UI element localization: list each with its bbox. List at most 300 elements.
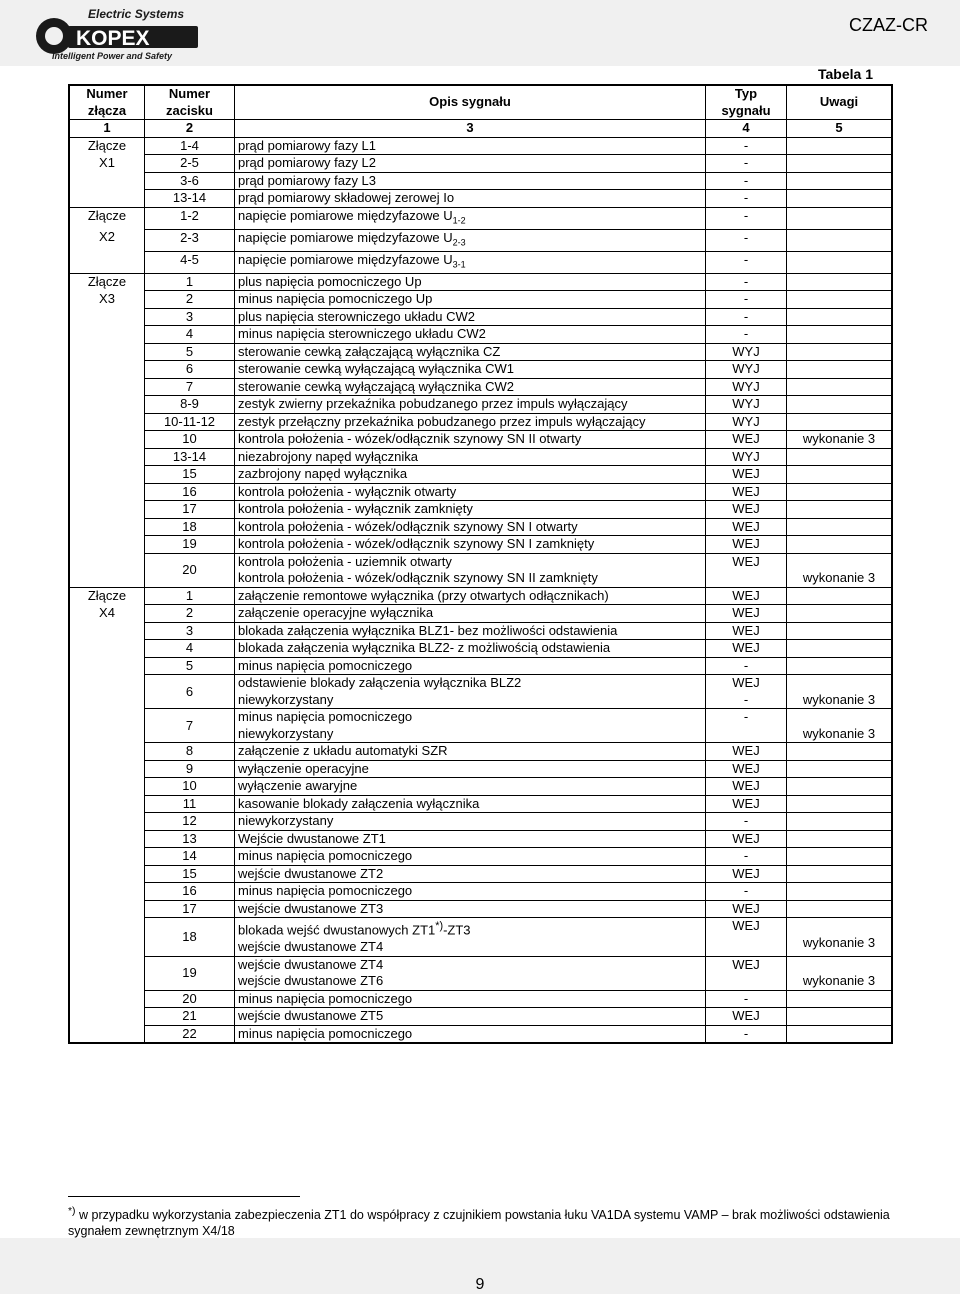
terminal-cell: 20: [145, 990, 235, 1008]
description-text: prąd pomiarowy fazy L2: [238, 155, 377, 170]
table-row: [69, 990, 892, 1008]
footnote-text: w przypadku wykorzystania zabezpieczenia ZT1 do współpracy z czujnikiem powstania łuku VA1DA systemu VAMP – brak możliwości odstawienia sygnałem zewnętrznym X4/18: [68, 1208, 890, 1239]
description-cell: [235, 830, 706, 848]
description-text: minus napięcia pomocniczego: [238, 1025, 413, 1041]
connector-cell: [69, 657, 145, 675]
description-cell: [235, 883, 706, 901]
remarks-cell: [787, 536, 893, 554]
description-text: minus napięcia pomocniczego Up: [238, 291, 433, 307]
description-text: załączenie z układu automatyki SZR: [238, 743, 448, 759]
connector-cell: Złącze: [69, 207, 145, 229]
table-row: [69, 900, 892, 918]
signal-type-line: WEJ: [732, 918, 760, 934]
table-row: [69, 536, 892, 554]
terminal-cell: 3: [145, 308, 235, 326]
description-cell: [235, 1025, 706, 1043]
connector-cell: [69, 865, 145, 883]
description-text: minus napięcia pomocniczego: [238, 883, 413, 899]
signal-type-cell: WEJ: [706, 778, 787, 796]
description-text: sterowanie cewką wyłączającą wyłącznika CW1: [238, 361, 514, 377]
table-row: [69, 483, 892, 501]
table-row: [69, 830, 892, 848]
remarks-cell: [787, 657, 893, 675]
terminal-cell: 18: [145, 918, 235, 956]
subscript: 1-2: [452, 215, 466, 226]
terminal-cell: 15: [145, 466, 235, 484]
header-cell: Numer zacisku: [145, 85, 235, 120]
terminal-cell: 8-9: [145, 396, 235, 414]
connector-cell: [69, 518, 145, 536]
remarks-cell: [787, 709, 893, 743]
description-text: załączenie remontowe wyłącznika (przy otwartych odłącznikach): [238, 587, 609, 603]
connector-cell: [69, 918, 145, 956]
table-row: [69, 743, 892, 761]
table-row: [69, 172, 892, 190]
connector-cell: X1: [69, 155, 145, 173]
signal-type-cell: WYJ: [706, 448, 787, 466]
terminal-cell: 1-4: [145, 137, 235, 155]
terminal-cell: 1: [145, 587, 235, 605]
description-text: kontrola położenia - wyłącznik otwarty: [238, 483, 457, 499]
remarks-line: [790, 554, 888, 571]
connector-cell: [69, 1025, 145, 1043]
terminal-cell: 13: [145, 830, 235, 848]
signal-type-cell: -: [706, 190, 787, 208]
remarks-cell: [787, 605, 893, 623]
connector-cell: [69, 378, 145, 396]
table-row: [69, 657, 892, 675]
table-row: [69, 251, 892, 273]
connector-cell: [69, 760, 145, 778]
table-row: [69, 190, 892, 208]
terminal-cell: 5: [145, 343, 235, 361]
description-text: plus napięcia pomocniczego Up: [238, 273, 422, 289]
header-cell: Numer złącza: [69, 85, 145, 120]
signal-type-cell: [706, 709, 787, 743]
description-cell: [235, 413, 706, 431]
remarks-cell: [787, 743, 893, 761]
remarks-cell: [787, 622, 893, 640]
description-text: niewykorzystany: [238, 813, 334, 829]
description-cell: [235, 778, 706, 796]
footnote-mark: *): [68, 1206, 76, 1217]
description-cell: [235, 483, 706, 501]
description-text: niezabrojony napęd wyłącznika: [238, 448, 418, 464]
terminal-cell: 1-2: [145, 207, 235, 229]
description-text: kontrola położenia - wózek/odłącznik szynowy SN II otwarty: [238, 431, 582, 447]
signal-type-cell: WEJ: [706, 795, 787, 813]
terminal-cell: 13-14: [145, 448, 235, 466]
connector-cell: X2: [69, 229, 145, 251]
table-row: [69, 622, 892, 640]
description-text: wejście dwustanowe ZT2: [238, 865, 384, 881]
remarks-cell: [787, 640, 893, 658]
connector-cell: [69, 396, 145, 414]
description-text: zazbrojony napęd wyłącznika: [238, 466, 408, 482]
table-row: [69, 448, 892, 466]
footnote: [68, 1204, 898, 1239]
table-row: [69, 795, 892, 813]
description-text: blokada wejść dwustanowych ZT1: [238, 922, 436, 938]
description-text: sterowanie cewką załączającą wyłącznika CZ: [238, 343, 501, 359]
remarks-cell: [787, 918, 893, 956]
terminal-cell: 5: [145, 657, 235, 675]
logo-text-top: Electric Systems: [88, 7, 185, 21]
terminal-cell: 16: [145, 883, 235, 901]
signal-type-line: -: [743, 691, 749, 707]
terminal-cell: 17: [145, 900, 235, 918]
remarks-cell: [787, 326, 893, 344]
description-cell: [235, 553, 706, 587]
remarks-cell: [787, 795, 893, 813]
remarks-cell: [787, 361, 893, 379]
description-cell: [235, 466, 706, 484]
signal-type-cell: -: [706, 848, 787, 866]
remarks-cell: [787, 830, 893, 848]
terminal-cell: 16: [145, 483, 235, 501]
signal-type-cell: [706, 553, 787, 587]
connector-cell: [69, 795, 145, 813]
signal-type-cell: -: [706, 273, 787, 291]
terminal-cell: 17: [145, 501, 235, 519]
table-row: [69, 413, 892, 431]
table-row: [69, 605, 892, 623]
connector-cell: X4: [69, 605, 145, 623]
remarks-line: [790, 709, 888, 726]
column-number: 3: [235, 120, 706, 138]
description-text: kontrola położenia - wyłącznik zamknięty: [238, 501, 473, 517]
remarks-cell: [787, 553, 893, 587]
description-text: wejście dwustanowe ZT5: [238, 1008, 384, 1024]
description-cell: [235, 172, 706, 190]
signal-type-cell: WEJ: [706, 1008, 787, 1026]
description-text: blokada załączenia wyłącznika BLZ2- z możliwością odstawienia: [238, 640, 611, 656]
terminal-cell: 9: [145, 760, 235, 778]
signal-type-cell: [706, 675, 787, 709]
description-line: kontrola położenia - wózek/odłącznik szynowy SN II zamknięty: [238, 570, 598, 586]
table-row: [69, 431, 892, 449]
connector-cell: [69, 883, 145, 901]
remarks-cell: [787, 273, 893, 291]
description-line: niewykorzystany: [238, 725, 334, 741]
remarks-cell: [787, 900, 893, 918]
table-row: [69, 378, 892, 396]
description-cell: [235, 190, 706, 208]
connector-cell: [69, 413, 145, 431]
description-cell: [235, 291, 706, 309]
terminal-cell: 4: [145, 640, 235, 658]
description-text: kontrola położenia - wózek/odłącznik szynowy SN I zamknięty: [238, 536, 595, 552]
table-row: [69, 918, 892, 956]
signal-type-cell: -: [706, 155, 787, 173]
signal-type-line: [709, 973, 783, 990]
remarks-cell: [787, 466, 893, 484]
terminal-cell: 8: [145, 743, 235, 761]
remarks-cell: [787, 396, 893, 414]
terminal-cell: 2-3: [145, 229, 235, 251]
remarks-cell: [787, 308, 893, 326]
table-row: [69, 813, 892, 831]
description-line: [238, 675, 702, 692]
description-cell: [235, 675, 706, 709]
description-cell: [235, 640, 706, 658]
terminal-cell: 13-14: [145, 190, 235, 208]
description-cell: [235, 273, 706, 291]
signal-type-cell: -: [706, 251, 787, 273]
description-text: napięcie pomiarowe międzyfazowe U: [238, 207, 453, 223]
description-cell: [235, 431, 706, 449]
signal-type-cell: -: [706, 291, 787, 309]
remarks-cell: [787, 378, 893, 396]
terminal-cell: 2-5: [145, 155, 235, 173]
table-row: [69, 675, 892, 709]
footnote-divider: [68, 1196, 300, 1197]
table-row: [69, 518, 892, 536]
description-cell: [235, 813, 706, 831]
description-line: [238, 918, 702, 939]
remarks-cell: wykonanie 3: [787, 431, 893, 449]
connector-cell: [69, 308, 145, 326]
description-cell: [235, 587, 706, 605]
signal-type-cell: WEJ: [706, 640, 787, 658]
terminal-cell: 21: [145, 1008, 235, 1026]
signal-type-line: WEJ: [732, 553, 760, 569]
signal-type-cell: WEJ: [706, 587, 787, 605]
description-cell: [235, 990, 706, 1008]
connector-cell: Złącze: [69, 273, 145, 291]
connector-cell: [69, 361, 145, 379]
remarks-cell: [787, 956, 893, 990]
description-text: plus napięcia sterowniczego układu CW2: [238, 308, 476, 324]
remarks-cell: [787, 760, 893, 778]
table-row: [69, 229, 892, 251]
connector-cell: [69, 553, 145, 587]
table-row: [69, 640, 892, 658]
terminal-cell: 1: [145, 273, 235, 291]
connector-cell: Złącze: [69, 137, 145, 155]
description-text: minus napięcia pomocniczego: [238, 657, 413, 673]
connector-cell: [69, 640, 145, 658]
table-row: [69, 207, 892, 229]
remarks-cell: [787, 483, 893, 501]
terminal-cell: 20: [145, 553, 235, 587]
description-text: prąd pomiarowy fazy L1: [238, 137, 377, 153]
description-cell: [235, 308, 706, 326]
remarks-cell: [787, 518, 893, 536]
signal-type-cell: WEJ: [706, 622, 787, 640]
remarks-cell: [787, 448, 893, 466]
description-text: kontrola położenia - wózek/odłącznik szynowy SN I otwarty: [238, 518, 578, 534]
connector-cell: [69, 675, 145, 709]
remarks-cell: [787, 343, 893, 361]
description-cell: [235, 918, 706, 956]
terminal-cell: 3-6: [145, 172, 235, 190]
description-cell: [235, 396, 706, 414]
description-text: wejście dwustanowe ZT4: [238, 956, 384, 972]
terminal-cell: 10: [145, 778, 235, 796]
terminal-cell: 19: [145, 956, 235, 990]
terminal-cell: 7: [145, 378, 235, 396]
terminal-cell: 19: [145, 536, 235, 554]
table-row: [69, 865, 892, 883]
remarks-cell: [787, 865, 893, 883]
description-cell: [235, 501, 706, 519]
table-row: [69, 587, 892, 605]
signal-type-cell: [706, 918, 787, 956]
signal-table: [68, 84, 893, 1044]
terminal-cell: 6: [145, 361, 235, 379]
connector-cell: [69, 900, 145, 918]
signal-type-cell: WEJ: [706, 466, 787, 484]
description-text: -ZT3: [443, 922, 471, 938]
column-number-row: [69, 120, 892, 138]
signal-type-cell: -: [706, 1025, 787, 1043]
kopex-logo: [32, 4, 202, 62]
description-line: wejście dwustanowe ZT6: [238, 973, 384, 989]
signal-type-cell: WEJ: [706, 865, 787, 883]
column-number: 1: [69, 120, 145, 138]
connector-cell: [69, 431, 145, 449]
signal-type-cell: -: [706, 308, 787, 326]
terminal-cell: 4-5: [145, 251, 235, 273]
description-cell: [235, 361, 706, 379]
description-line: wejście dwustanowe ZT4: [238, 939, 384, 955]
column-number: 4: [706, 120, 787, 138]
column-number: 2: [145, 120, 235, 138]
description-cell: [235, 605, 706, 623]
connector-cell: [69, 778, 145, 796]
description-text: minus napięcia pomocniczego: [238, 848, 413, 864]
description-text: wyłączenie operacyjne: [238, 760, 369, 776]
description-line: [238, 554, 702, 571]
footnote-ref: *): [435, 920, 444, 933]
header-cell: Typ sygnału: [706, 85, 787, 120]
description-cell: [235, 137, 706, 155]
description-text: wejście dwustanowe ZT3: [238, 900, 384, 916]
signal-type-line: WEJ: [732, 675, 760, 691]
terminal-cell: 12: [145, 813, 235, 831]
subscript: 3-1: [452, 259, 466, 270]
description-cell: [235, 865, 706, 883]
description-cell: [235, 155, 706, 173]
connector-cell: [69, 1008, 145, 1026]
signal-type-cell: WEJ: [706, 536, 787, 554]
connector-cell: [69, 848, 145, 866]
connector-cell: [69, 956, 145, 990]
signal-type-cell: [706, 956, 787, 990]
signal-type-cell: WEJ: [706, 900, 787, 918]
signal-type-cell: WEJ: [706, 760, 787, 778]
signal-type-cell: WEJ: [706, 605, 787, 623]
signal-type-line: [709, 570, 783, 587]
description-cell: [235, 795, 706, 813]
description-cell: [235, 1008, 706, 1026]
table-row: [69, 883, 892, 901]
description-text: zestyk przełączny przekaźnika pobudzanego przez impuls wyłączający: [238, 413, 646, 429]
description-cell: [235, 709, 706, 743]
remarks-cell: [787, 251, 893, 273]
connector-cell: [69, 830, 145, 848]
description-text: odstawienie blokady załączenia wyłącznika BLZ2: [238, 675, 522, 691]
remarks-line: wykonanie 3: [802, 691, 876, 707]
terminal-cell: 3: [145, 622, 235, 640]
description-text: prąd pomiarowy fazy L3: [238, 172, 377, 188]
remarks-cell: [787, 1008, 893, 1026]
remarks-line: [790, 918, 888, 935]
description-text: kontrola położenia - uziemnik otwarty: [238, 553, 452, 569]
table-row: [69, 308, 892, 326]
terminal-cell: 10-11-12: [145, 413, 235, 431]
signal-type-cell: WEJ: [706, 830, 787, 848]
description-cell: [235, 518, 706, 536]
connector-cell: Złącze: [69, 587, 145, 605]
signal-type-cell: WYJ: [706, 361, 787, 379]
table-row: [69, 326, 892, 344]
table-row: [69, 501, 892, 519]
table-row: [69, 709, 892, 743]
remarks-cell: [787, 990, 893, 1008]
document-code: CZAZ-CR: [849, 15, 928, 35]
remarks-cell: [787, 137, 893, 155]
table-row: [69, 466, 892, 484]
description-cell: [235, 848, 706, 866]
signal-type-cell: WYJ: [706, 378, 787, 396]
remarks-cell: [787, 813, 893, 831]
signal-type-cell: WEJ: [706, 501, 787, 519]
signal-type-line: [709, 726, 783, 743]
logo-text-main: KOPEX: [76, 27, 150, 50]
signal-type-line: -: [743, 709, 749, 725]
remarks-cell: [787, 413, 893, 431]
connector-cell: [69, 448, 145, 466]
connector-cell: [69, 990, 145, 1008]
table-row: [69, 137, 892, 155]
remarks-line: [790, 675, 888, 692]
description-cell: [235, 448, 706, 466]
description-cell: [235, 760, 706, 778]
connector-cell: [69, 190, 145, 208]
description-cell: [235, 229, 706, 251]
table-row: [69, 778, 892, 796]
terminal-cell: 4: [145, 326, 235, 344]
page-number: 9: [475, 1276, 485, 1293]
description-text: minus napięcia pomocniczego: [238, 990, 413, 1006]
signal-type-cell: -: [706, 207, 787, 229]
connector-cell: [69, 466, 145, 484]
table-row: [69, 155, 892, 173]
signal-type-cell: WEJ: [706, 518, 787, 536]
terminal-cell: 7: [145, 709, 235, 743]
signal-type-cell: -: [706, 813, 787, 831]
remarks-cell: [787, 291, 893, 309]
signal-type-cell: -: [706, 172, 787, 190]
remarks-cell: [787, 172, 893, 190]
remarks-line: [790, 957, 888, 974]
description-cell: [235, 743, 706, 761]
signal-type-cell: -: [706, 137, 787, 155]
description-cell: [235, 900, 706, 918]
terminal-cell: 10: [145, 431, 235, 449]
terminal-cell: 18: [145, 518, 235, 536]
table-header-row: [69, 85, 892, 120]
remarks-cell: [787, 1025, 893, 1043]
remarks-cell: [787, 155, 893, 173]
description-cell: [235, 956, 706, 990]
connector-cell: [69, 251, 145, 273]
remarks-cell: [787, 207, 893, 229]
table-row: [69, 760, 892, 778]
header-cell: Uwagi: [787, 85, 893, 120]
